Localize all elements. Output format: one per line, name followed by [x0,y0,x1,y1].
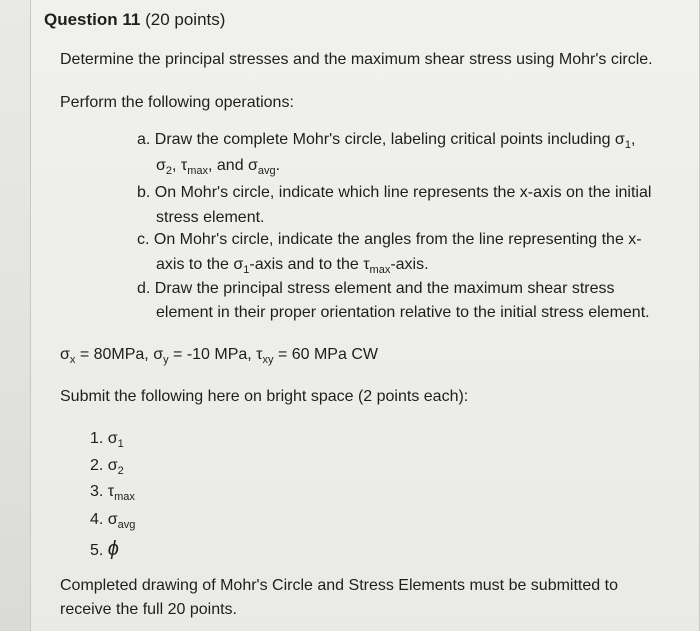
given-values [60,346,378,366]
operation-c-line1: c. On Mohr's circle, indicate the angles from the line representing the x- [137,231,642,248]
answer-item-4 [90,511,135,531]
op-a2-p2: , τ [172,157,188,174]
op-a2-sub1: 2 [165,165,172,177]
answer-item-3 [90,483,135,503]
sigma-y-value: = -10 MPa, [168,346,257,363]
question-number: Question 11 [44,10,141,29]
answer-symbol: τ [107,483,115,500]
question-points: (20 points) [145,10,226,29]
op-a2-sub2: max [187,165,208,177]
answer-symbol: σ [107,511,118,528]
answer-num: 1. [90,430,104,447]
op-a2-sub3: avg [257,165,276,177]
tau-xy-value: = 60 MPa CW [273,346,378,363]
op-c2-p3: -axis. [390,256,429,273]
op-a2-p1: σ [156,157,166,174]
sigma-y-symbol: σ [153,346,164,363]
intro-text: Determine the principal stresses and the maximum shear stress using Mohr's circle. [60,51,653,68]
answer-sub: avg [117,519,136,531]
footer-line1: Completed drawing of Mohr's Circle and Stress Elements must be submitted to [60,577,618,594]
answer-num: 2. [90,457,104,474]
operation-a-line2 [156,157,280,177]
operation-c-line2 [156,256,429,276]
op-a-sub1: 1 [624,139,631,151]
perform-label: Perform the following operations: [60,94,294,111]
op-c2-p1: axis to the σ [156,256,244,273]
op-c2-p2: -axis and to the τ [249,256,370,273]
operation-b-line2: stress element. [156,209,265,226]
sigma-x-sub: x [69,354,76,366]
sigma-x-symbol: σ [60,346,70,363]
op-a2-end: . [275,157,281,174]
sigma-x-value: = 80MPa, [75,346,154,363]
operation-d-line2: element in their proper orientation relative to the initial stress element. [156,304,650,321]
tau-xy-sub: xy [262,354,274,366]
answer-num: 5. [90,542,104,559]
footer-line2: receive the full 20 points. [60,601,237,618]
submit-label: Submit the following here on bright space (2 points each): [60,388,469,405]
sigma-y-sub: y [163,354,169,366]
operation-a-line1 [137,131,635,151]
answer-sub: 1 [117,438,124,450]
answer-sub: max [114,491,135,503]
operation-d-line1: d. Draw the principal stress element and the maximum shear stress [137,280,615,297]
op-c2-sub2: max [369,264,391,276]
operation-b-line1: b. On Mohr's circle, indicate which line represents the x-axis on the initial [137,184,652,201]
answer-item-1 [90,430,124,450]
op-a-text: a. Draw the complete Mohr's circle, labeling critical points including σ [137,131,625,148]
answer-symbol: σ [107,457,118,474]
answer-symbol: σ [107,430,118,447]
tau-xy-symbol: τ [256,346,263,363]
question-title [44,10,225,30]
answer-num: 4. [90,511,104,528]
answer-num: 3. [90,483,104,500]
answer-sub: 2 [117,465,124,477]
phi-symbol: ϕ [107,538,119,560]
answer-item-2 [90,457,124,477]
answer-item-5 [90,538,119,562]
op-c2-sub1: 1 [243,264,250,276]
op-a-end1: , [630,131,636,148]
op-a2-p3: , and σ [208,157,258,174]
